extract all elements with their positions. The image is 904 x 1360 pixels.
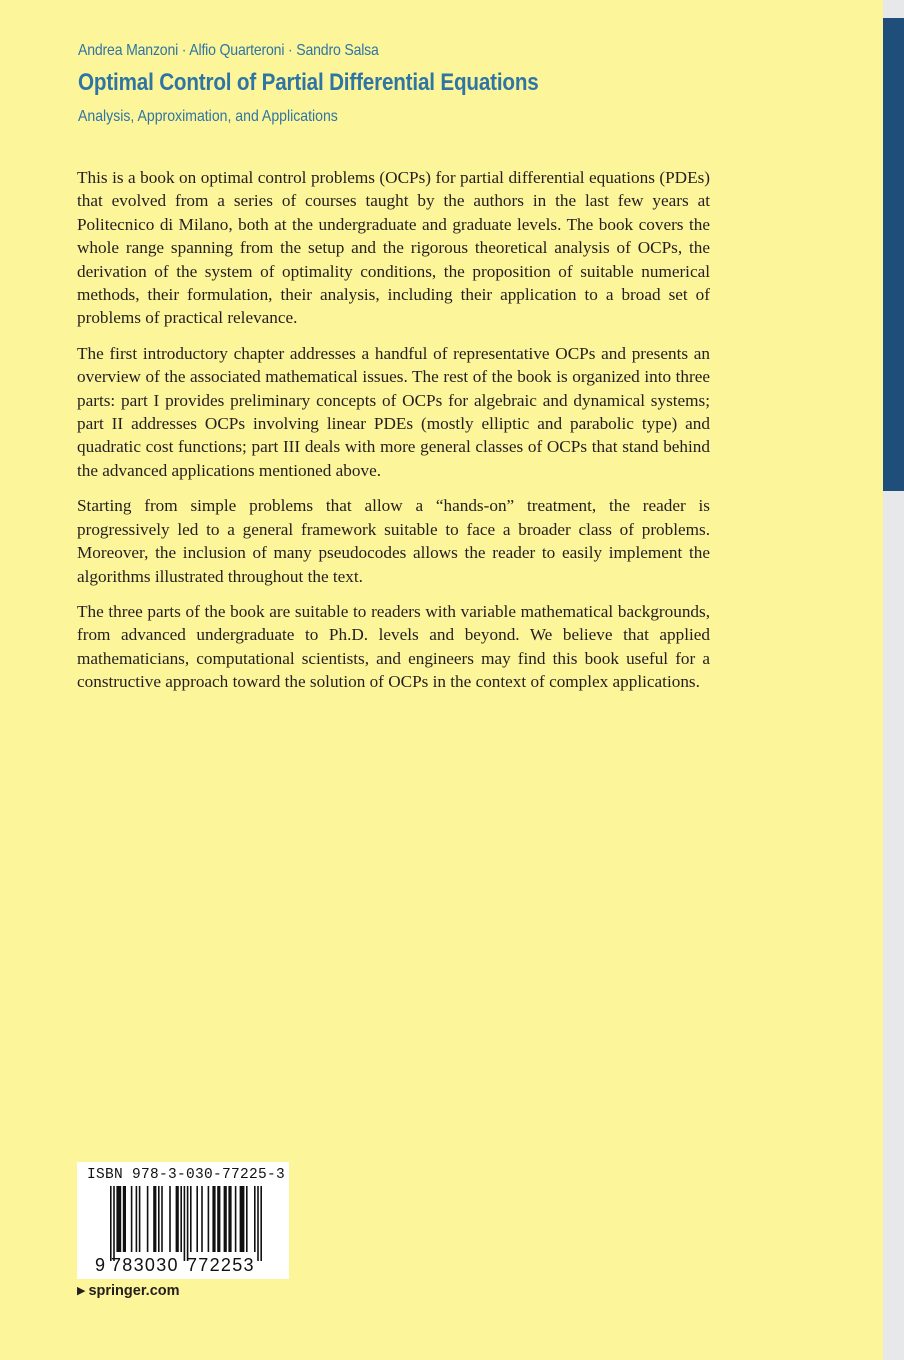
spine-color-bar bbox=[883, 18, 904, 491]
barcode-bar bbox=[190, 1186, 192, 1252]
blurb-paragraph: This is a book on optimal control problems (OCPs) for partial differential equations (PDEs) that evolved from a series of courses taught by the authors in the last few years at Politecnico di Milano, both at the undergraduate and graduate levels. The book covers the whole range spanning from the setup and the rigorous theoretical analysis of OCPs, the derivation of the system of optimality conditions, the proposition of suitable numerical methods, their formulation, their analysis, including their application to a broad set of problems of practical relevance. bbox=[77, 168, 710, 328]
barcode-bar bbox=[208, 1186, 210, 1252]
barcode-bar bbox=[196, 1186, 198, 1252]
barcode-guard-bar bbox=[187, 1186, 189, 1261]
barcode-bar bbox=[147, 1186, 149, 1252]
ean-left-digits: 783030 bbox=[111, 1255, 179, 1275]
publisher-link[interactable] bbox=[77, 1283, 180, 1299]
barcode bbox=[77, 1162, 289, 1279]
barcode-bar bbox=[224, 1186, 227, 1252]
book-title: Optimal Control of Partial Differential Equations bbox=[78, 69, 539, 96]
blurb-paragraph: The first introductory chapter addresses a handful of representative OCPs and presents an overview of the associated mathematical issues. The rest of the book is organized into three parts: part I provides preliminary concepts of OCPs for algebraic and dynamical systems; part II addresses OCPs involving linear PDEs (mostly elliptic and parabolic type) and quadratic cost functions; part III deals with more general classes of OCPs that stand behind the advanced applications mentioned above. bbox=[77, 343, 710, 480]
barcode-bar bbox=[158, 1186, 160, 1252]
barcode-bar bbox=[153, 1186, 156, 1252]
barcode-bar bbox=[235, 1186, 237, 1252]
blurb bbox=[77, 166, 710, 706]
barcode-bar bbox=[246, 1186, 248, 1252]
ean-first-digit: 9 bbox=[95, 1255, 106, 1275]
book-subtitle: Analysis, Approximation, and Applications bbox=[78, 108, 338, 125]
barcode-guard-bar bbox=[257, 1186, 259, 1261]
authors: Andrea Manzoni · Alfio Quarteroni · Sandro Salsa bbox=[78, 42, 379, 59]
isbn-barcode-block bbox=[77, 1162, 289, 1279]
cover-header bbox=[78, 38, 858, 130]
barcode-bar bbox=[240, 1186, 245, 1252]
barcode-bar bbox=[180, 1186, 182, 1252]
barcode-bar bbox=[201, 1186, 203, 1252]
barcode-guard-bar bbox=[260, 1186, 262, 1261]
barcode-bar bbox=[116, 1186, 121, 1252]
barcode-guard-bar bbox=[184, 1186, 186, 1261]
barcode-bar bbox=[176, 1186, 179, 1252]
ean-right-digits: 772253 bbox=[187, 1255, 255, 1275]
barcode-bar bbox=[123, 1186, 126, 1252]
blurb-paragraph: Starting from simple problems that allow a “hands-on” treatment, the reader is progressively led to a general framework suitable to face a broader class of problems. Moreover, the inclusion of many pseudocodes allows the reader to easily implement the algorithms illustrated throughout the text. bbox=[77, 496, 710, 586]
blurb-paragraph: The three parts of the book are suitable to readers with variable mathematical backgrounds, from advanced undergraduate to Ph.D. levels and beyond. We believe that applied mathematicians, computational scientists, and engineers may find this book useful for a constructive approach toward the solution of OCPs in the context of complex applications. bbox=[77, 601, 710, 692]
triangle-right-icon: ▶ bbox=[77, 1285, 86, 1297]
barcode-guard-bar bbox=[113, 1186, 115, 1261]
barcode-bar bbox=[228, 1186, 231, 1252]
barcode-bar bbox=[139, 1186, 141, 1252]
barcode-bar bbox=[136, 1186, 138, 1252]
barcode-bar bbox=[131, 1186, 133, 1252]
barcode-guard-bar bbox=[110, 1186, 112, 1261]
barcode-bar bbox=[161, 1186, 163, 1252]
barcode-bar bbox=[169, 1186, 171, 1252]
barcode-bar bbox=[212, 1186, 215, 1252]
barcode-bar bbox=[254, 1186, 256, 1252]
barcode-bar bbox=[217, 1186, 220, 1252]
publisher-name: springer.com bbox=[88, 1283, 180, 1299]
isbn-label: ISBN 978-3-030-77225-3 bbox=[87, 1167, 286, 1183]
